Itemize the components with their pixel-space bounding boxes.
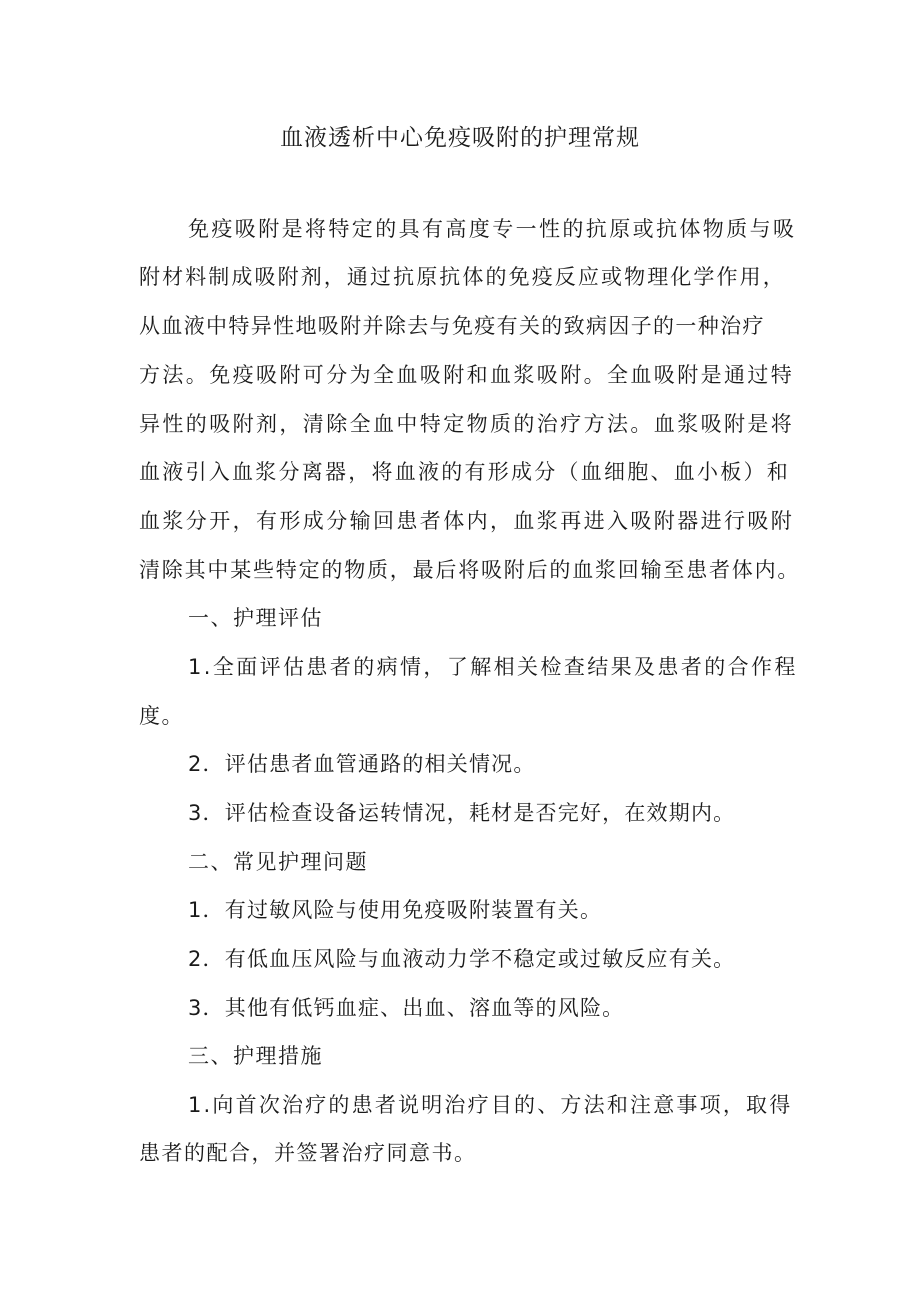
measure-item-1-continued: 患者的配合，并签署治疗同意书。 [139, 1141, 477, 1165]
section-heading-measures: 三、护理措施 [188, 1044, 323, 1068]
problem-item-1: 1．有过敏风险与使用免疫吸附装置有关。 [188, 898, 603, 922]
section-heading-problems: 二、常见护理问题 [188, 850, 368, 874]
assessment-item-3: 3．评估检查设备运转情况，耗材是否完好，在效期内。 [188, 801, 736, 825]
intro-line: 免疫吸附是将特定的具有高度专一性的抗原或抗体物质与吸 [188, 217, 797, 241]
assessment-item-2: 2．评估患者血管通路的相关情况。 [188, 752, 536, 776]
intro-line: 附材料制成吸附剂，通过抗原抗体的免疫反应或物理化学作用， [139, 265, 786, 289]
assessment-item-1-continued: 度。 [139, 704, 184, 728]
measure-item-1: 1.向首次治疗的患者说明治疗目的、方法和注意事项，取得 [188, 1093, 793, 1117]
intro-line: 异性的吸附剂，清除全血中特定物质的治疗方法。血浆吸附是将 [139, 412, 795, 436]
intro-line: 方法。免疫吸附可分为全血吸附和血浆吸附。全血吸附是通过特 [139, 363, 795, 387]
problem-item-3: 3．其他有低钙血症、出血、溶血等的风险。 [188, 996, 625, 1020]
problem-item-2: 2．有低血压风险与血液动力学不稳定或过敏反应有关。 [188, 947, 736, 971]
intro-line: 血浆分开，有形成分输回患者体内，血浆再进入吸附器进行吸附 [139, 509, 795, 533]
intro-line: 从血液中特异性地吸附并除去与免疫有关的致病因子的一种治疗 [139, 314, 765, 338]
section-heading-assessment: 一、护理评估 [188, 606, 323, 630]
page-title: 血液透析中心免疫吸附的护理常规 [280, 125, 640, 151]
intro-line: 清除其中某些特定的物质，最后将吸附后的血浆回输至患者体内。 [139, 558, 801, 582]
assessment-item-1: 1.全面评估患者的病情，了解相关检查结果及患者的合作程 [188, 655, 798, 679]
intro-line: 血液引入血浆分离器，将血液的有形成分（血细胞、血小板）和 [139, 460, 790, 484]
